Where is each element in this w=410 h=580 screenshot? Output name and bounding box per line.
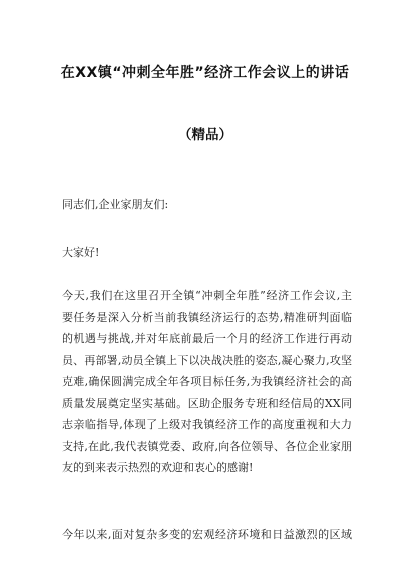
paragraph-line: 要任务是深入分析当前我镇经济运行的态势,精准研判面临 — [62, 310, 352, 324]
greeting-text: 同志们,企业家朋友们: — [62, 198, 169, 211]
paragraph-line: 今年以来,面对复杂多变的宏观经济环境和日益激烈的区域 — [62, 528, 352, 541]
document-subtitle: （精品） — [178, 127, 232, 143]
paragraph-line: 员、再部署,动员全镇上下以决战决胜的姿态,凝心聚力,攻坚 — [62, 353, 352, 367]
paragraph-line: 志亲临指导,体现了上级对我镇经济工作的高度重视和大力 — [62, 418, 352, 431]
body-paragraph-1 — [62, 285, 352, 479]
paragraph-line: 质量发展奠定坚实基础。区助企服务专班和经信局的XX同 — [62, 396, 352, 410]
body-paragraph-2 — [62, 524, 352, 546]
paragraph-line: 今天,我们在这里召开全镇“冲刺全年胜”经济工作会议,主 — [62, 289, 352, 302]
paragraph-line: 克难,确保圆满完成全年各项目标任务,为我镇经济社会的高 — [62, 375, 352, 388]
document-title: 在XX镇“冲刺全年胜”经济工作会议上的讲话 — [60, 65, 350, 81]
paragraph-line: 的机遇与挑战,并对年底前最后一个月的经济工作进行再动 — [62, 332, 352, 345]
paragraph-line: 友的到来表示热烈的欢迎和衷心的感谢! — [62, 461, 254, 474]
paragraph-line: 支持,在此,我代表镇党委、政府,向各位领导、各位企业家朋 — [62, 439, 352, 453]
salutation-line — [62, 242, 352, 264]
greeting-line — [62, 194, 352, 216]
salutation-text: 大家好! — [62, 246, 100, 259]
